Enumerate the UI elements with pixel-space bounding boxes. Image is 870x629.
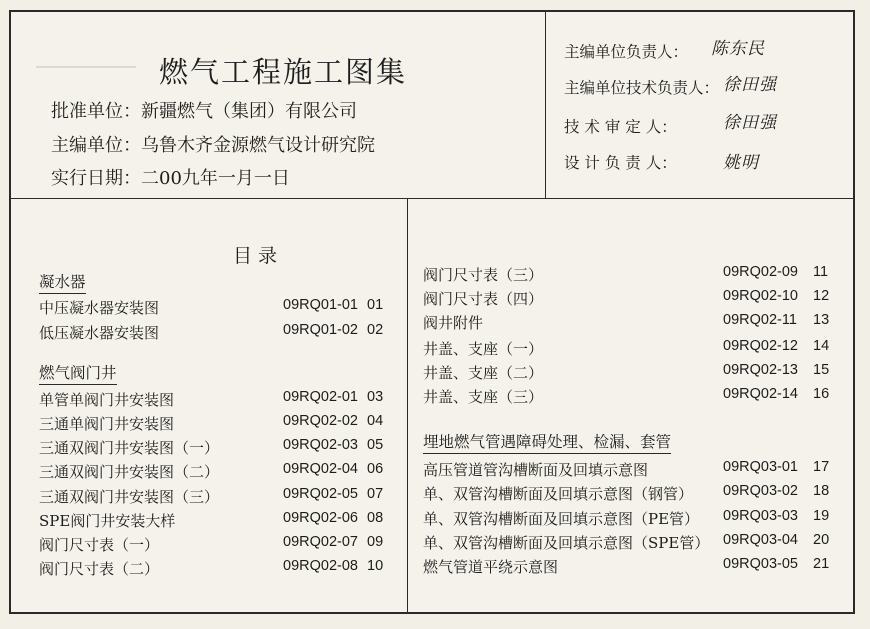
toc-item-code: 09RQ03-03 xyxy=(723,508,798,524)
toc-item-code: 09RQ02-04 xyxy=(283,461,358,477)
signature-label-tech: 主编单位技术负责人： xyxy=(564,79,720,97)
toc-item-name: 阀门尺寸表（一） xyxy=(39,536,160,554)
toc-item-name: 单、双管沟槽断面及回填示意图（PE管） xyxy=(423,510,700,528)
toc-item-code: 09RQ02-11 xyxy=(723,312,797,328)
editor-unit: 主编单位：乌鲁木齐金源燃气设计研究院 xyxy=(51,135,375,156)
toc-item-code: 09RQ02-07 xyxy=(283,534,358,550)
toc-item-name: 高压管道管沟槽断面及回填示意图 xyxy=(423,461,649,479)
toc-item-page: 12 xyxy=(813,288,830,304)
toc-item-page: 16 xyxy=(813,386,830,402)
toc-item-page: 15 xyxy=(813,362,830,378)
toc-item-page: 21 xyxy=(813,556,830,572)
toc-item-page: 03 xyxy=(367,389,384,405)
toc-item-page: 09 xyxy=(367,534,384,550)
header-divider xyxy=(545,12,546,198)
toc-item-code: 09RQ03-04 xyxy=(723,532,798,548)
toc-item-page: 06 xyxy=(367,461,384,477)
toc-item-code: 09RQ01-01 xyxy=(283,297,358,313)
toc-item-name: 中压凝水器安装图 xyxy=(39,299,160,317)
toc-item-name: 单、双管沟槽断面及回填示意图（SPE管） xyxy=(423,534,710,552)
toc-item-page: 08 xyxy=(367,510,384,526)
section-heading-condensate: 凝水器 xyxy=(39,270,86,294)
signature-reviewer: 徐田强 xyxy=(723,113,777,133)
toc-item-page: 18 xyxy=(813,483,830,499)
toc-item-code: 09RQ01-02 xyxy=(283,322,358,338)
header-bottom-rule xyxy=(11,198,853,199)
signature-designer: 姚明 xyxy=(723,153,759,173)
toc-title: 目 录 xyxy=(233,245,278,267)
toc-item-page: 04 xyxy=(367,413,384,429)
toc-column-divider xyxy=(407,198,408,612)
signature-label-reviewer: 技 术 审 定 人： xyxy=(564,118,677,136)
page-title: 燃气工程施工图集 xyxy=(159,55,408,89)
toc-item-name: 井盖、支座（一） xyxy=(423,340,544,358)
toc-item-page: 20 xyxy=(813,532,830,548)
drawing-sheet xyxy=(9,10,855,614)
toc-item-page: 02 xyxy=(367,322,384,338)
toc-item-name: 三通双阀门井安装图（二） xyxy=(39,463,220,481)
toc-item-name: 井盖、支座（三） xyxy=(423,388,544,406)
toc-item-name: 阀门尺寸表（二） xyxy=(39,560,160,578)
toc-item-code: 09RQ03-01 xyxy=(723,459,798,475)
toc-item-name: 阀门尺寸表（三） xyxy=(423,266,544,284)
toc-item-page: 14 xyxy=(813,338,830,354)
toc-item-code: 09RQ03-05 xyxy=(723,556,798,572)
toc-item-code: 09RQ02-09 xyxy=(723,264,798,280)
toc-item-page: 10 xyxy=(367,558,384,574)
toc-item-page: 05 xyxy=(367,437,384,453)
toc-item-page: 01 xyxy=(367,297,384,313)
toc-item-name: 低压凝水器安装图 xyxy=(39,324,160,342)
toc-item-code: 09RQ02-13 xyxy=(723,362,798,378)
approval-unit: 批准单位：新疆燃气（集团）有限公司 xyxy=(51,101,357,122)
signature-label-designer: 设 计 负 责 人： xyxy=(564,154,677,172)
toc-item-code: 09RQ02-01 xyxy=(283,389,358,405)
toc-item-code: 09RQ02-03 xyxy=(283,437,358,453)
toc-item-page: 13 xyxy=(813,312,830,328)
toc-item-name: 单管单阀门井安装图 xyxy=(39,391,175,409)
toc-item-name: 燃气管道平绕示意图 xyxy=(423,558,559,576)
signature-tech: 徐田强 xyxy=(723,75,777,95)
signature-label-chief: 主编单位负责人： xyxy=(564,43,689,61)
toc-item-code: 09RQ02-06 xyxy=(283,510,358,526)
section-heading-buried-pipe: 埋地燃气管遇障碍处理、检漏、套管 xyxy=(423,430,671,454)
toc-item-code: 09RQ02-02 xyxy=(283,413,358,429)
toc-item-page: 17 xyxy=(813,459,830,475)
toc-item-code: 09RQ02-12 xyxy=(723,338,798,354)
toc-item-code: 09RQ02-10 xyxy=(723,288,798,304)
toc-item-page: 07 xyxy=(367,486,384,502)
toc-item-name: 三通双阀门井安装图（一） xyxy=(39,439,220,457)
toc-item-code: 09RQ02-05 xyxy=(283,486,358,502)
toc-item-page: 11 xyxy=(813,264,829,280)
section-heading-valve-well: 燃气阀门井 xyxy=(39,361,117,385)
toc-item-name: SPE阀门井安装大样 xyxy=(39,512,176,530)
effective-date: 实行日期：二00九年一月一日 xyxy=(51,168,290,189)
bleed-through-texture: ▔▔▔▔▔▔▔▔▔▔ xyxy=(36,67,136,82)
toc-item-name: 井盖、支座（二） xyxy=(423,364,544,382)
toc-item-name: 阀门尺寸表（四） xyxy=(423,290,544,308)
toc-item-code: 09RQ02-08 xyxy=(283,558,358,574)
toc-item-code: 09RQ03-02 xyxy=(723,483,798,499)
toc-item-name: 三通双阀门井安装图（三） xyxy=(39,488,220,506)
signature-chief: 陈东民 xyxy=(711,39,765,59)
toc-item-name: 三通单阀门井安装图 xyxy=(39,415,175,433)
toc-item-name: 单、双管沟槽断面及回填示意图（钢管） xyxy=(423,485,694,503)
toc-item-page: 19 xyxy=(813,508,830,524)
toc-item-name: 阀井附件 xyxy=(423,314,484,332)
toc-item-code: 09RQ02-14 xyxy=(723,386,798,402)
